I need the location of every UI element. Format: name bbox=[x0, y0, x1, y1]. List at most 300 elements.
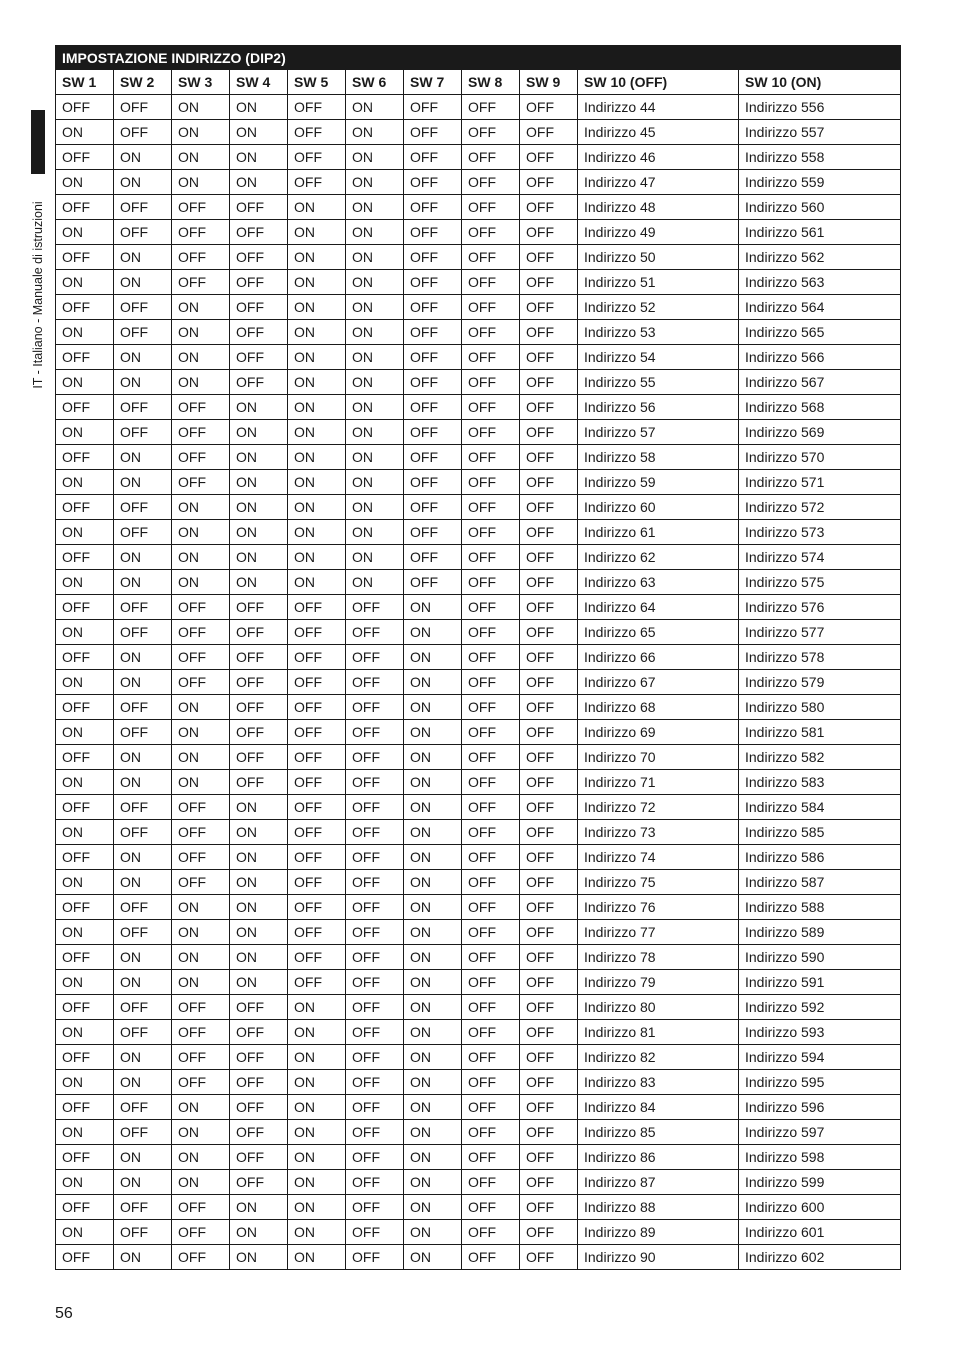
table-cell: OFF bbox=[520, 1245, 578, 1270]
table-row bbox=[56, 920, 901, 945]
table-cell: OFF bbox=[56, 645, 114, 670]
table-cell: OFF bbox=[462, 195, 520, 220]
column-header: SW 8 bbox=[462, 70, 520, 95]
table-cell: Indirizzo 79 bbox=[578, 970, 739, 995]
table-cell: OFF bbox=[230, 995, 288, 1020]
table-cell: OFF bbox=[462, 1070, 520, 1095]
table-cell: OFF bbox=[230, 1045, 288, 1070]
table-cell: ON bbox=[288, 495, 346, 520]
table-cell: OFF bbox=[462, 595, 520, 620]
table-cell: ON bbox=[288, 270, 346, 295]
table-cell: OFF bbox=[172, 195, 230, 220]
table-cell: OFF bbox=[230, 270, 288, 295]
table-cell: OFF bbox=[520, 795, 578, 820]
table-cell: OFF bbox=[520, 595, 578, 620]
table-cell: OFF bbox=[56, 345, 114, 370]
table-cell: ON bbox=[114, 245, 172, 270]
table-row bbox=[56, 745, 901, 770]
column-header: SW 3 bbox=[172, 70, 230, 95]
table-cell: OFF bbox=[346, 1170, 404, 1195]
table-cell: OFF bbox=[56, 1145, 114, 1170]
table-cell: OFF bbox=[172, 1045, 230, 1070]
table-cell: OFF bbox=[462, 1145, 520, 1170]
table-row bbox=[56, 145, 901, 170]
table-cell: OFF bbox=[230, 720, 288, 745]
table-cell: Indirizzo 58 bbox=[578, 445, 739, 470]
table-cell: OFF bbox=[114, 820, 172, 845]
table-row bbox=[56, 595, 901, 620]
table-cell: Indirizzo 597 bbox=[739, 1120, 901, 1145]
table-cell: Indirizzo 52 bbox=[578, 295, 739, 320]
table-cell: OFF bbox=[114, 395, 172, 420]
table-cell: OFF bbox=[346, 795, 404, 820]
table-row bbox=[56, 445, 901, 470]
table-cell: Indirizzo 88 bbox=[578, 1195, 739, 1220]
table-cell: OFF bbox=[462, 370, 520, 395]
table-cell: OFF bbox=[462, 420, 520, 445]
table-cell: OFF bbox=[230, 670, 288, 695]
table-cell: ON bbox=[346, 495, 404, 520]
table-cell: Indirizzo 557 bbox=[739, 120, 901, 145]
table-cell: OFF bbox=[114, 195, 172, 220]
table-cell: OFF bbox=[230, 1020, 288, 1045]
table-cell: ON bbox=[56, 370, 114, 395]
table-cell: Indirizzo 596 bbox=[739, 1095, 901, 1120]
table-cell: OFF bbox=[346, 695, 404, 720]
table-cell: OFF bbox=[520, 445, 578, 470]
table-cell: OFF bbox=[462, 720, 520, 745]
table-cell: OFF bbox=[230, 195, 288, 220]
table-cell: OFF bbox=[346, 670, 404, 695]
table-cell: OFF bbox=[462, 1220, 520, 1245]
table-cell: ON bbox=[288, 1170, 346, 1195]
table-cell: Indirizzo 575 bbox=[739, 570, 901, 595]
table-cell: Indirizzo 45 bbox=[578, 120, 739, 145]
table-cell: OFF bbox=[56, 1245, 114, 1270]
table-cell: OFF bbox=[172, 245, 230, 270]
table-cell: Indirizzo 67 bbox=[578, 670, 739, 695]
table-cell: OFF bbox=[172, 395, 230, 420]
table-cell: Indirizzo 568 bbox=[739, 395, 901, 420]
table-cell: ON bbox=[404, 945, 462, 970]
table-cell: OFF bbox=[288, 970, 346, 995]
table-row bbox=[56, 620, 901, 645]
table-row bbox=[56, 520, 901, 545]
table-cell: ON bbox=[404, 1195, 462, 1220]
table-cell: OFF bbox=[346, 645, 404, 670]
table-cell: OFF bbox=[288, 870, 346, 895]
table-cell: Indirizzo 564 bbox=[739, 295, 901, 320]
table-cell: ON bbox=[288, 345, 346, 370]
table-cell: OFF bbox=[346, 1145, 404, 1170]
table-cell: ON bbox=[56, 1020, 114, 1045]
table-cell: OFF bbox=[462, 1045, 520, 1070]
table-cell: ON bbox=[346, 145, 404, 170]
table-cell: ON bbox=[172, 370, 230, 395]
table-cell: Indirizzo 565 bbox=[739, 320, 901, 345]
table-cell: ON bbox=[404, 1245, 462, 1270]
table-row bbox=[56, 670, 901, 695]
table-cell: ON bbox=[56, 920, 114, 945]
table-cell: OFF bbox=[230, 1120, 288, 1145]
table-cell: OFF bbox=[56, 795, 114, 820]
table-cell: ON bbox=[230, 1220, 288, 1245]
table-cell: ON bbox=[56, 420, 114, 445]
table-cell: ON bbox=[56, 770, 114, 795]
table-cell: OFF bbox=[462, 945, 520, 970]
table-cell: ON bbox=[230, 445, 288, 470]
table-cell: Indirizzo 558 bbox=[739, 145, 901, 170]
table-cell: ON bbox=[172, 970, 230, 995]
table-cell: Indirizzo 570 bbox=[739, 445, 901, 470]
table-cell: OFF bbox=[520, 420, 578, 445]
table-cell: OFF bbox=[404, 470, 462, 495]
table-cell: OFF bbox=[56, 1195, 114, 1220]
table-cell: OFF bbox=[520, 720, 578, 745]
table-cell: OFF bbox=[288, 645, 346, 670]
table-cell: ON bbox=[346, 520, 404, 545]
table-row bbox=[56, 645, 901, 670]
table-row bbox=[56, 120, 901, 145]
table-cell: OFF bbox=[404, 245, 462, 270]
table-cell: ON bbox=[172, 145, 230, 170]
column-header: SW 10 (OFF) bbox=[578, 70, 739, 95]
table-cell: OFF bbox=[288, 695, 346, 720]
table-cell: OFF bbox=[172, 995, 230, 1020]
table-cell: ON bbox=[56, 320, 114, 345]
table-cell: OFF bbox=[230, 1070, 288, 1095]
table-cell: Indirizzo 566 bbox=[739, 345, 901, 370]
table-cell: OFF bbox=[462, 845, 520, 870]
table-cell: OFF bbox=[462, 870, 520, 895]
table-cell: ON bbox=[172, 295, 230, 320]
table-cell: OFF bbox=[114, 1095, 172, 1120]
table-cell: ON bbox=[114, 645, 172, 670]
table-cell: Indirizzo 580 bbox=[739, 695, 901, 720]
table-cell: OFF bbox=[114, 495, 172, 520]
table-cell: Indirizzo 84 bbox=[578, 1095, 739, 1120]
table-cell: ON bbox=[230, 970, 288, 995]
column-header: SW 1 bbox=[56, 70, 114, 95]
table-cell: OFF bbox=[346, 970, 404, 995]
table-cell: ON bbox=[230, 1245, 288, 1270]
column-header: SW 4 bbox=[230, 70, 288, 95]
table-cell: ON bbox=[404, 695, 462, 720]
table-cell: ON bbox=[114, 470, 172, 495]
table-cell: OFF bbox=[520, 820, 578, 845]
table-cell: ON bbox=[230, 495, 288, 520]
table-cell: ON bbox=[230, 870, 288, 895]
table-cell: OFF bbox=[462, 770, 520, 795]
table-cell: OFF bbox=[172, 220, 230, 245]
table-cell: OFF bbox=[520, 95, 578, 120]
table-cell: ON bbox=[56, 570, 114, 595]
table-cell: ON bbox=[114, 370, 172, 395]
table-cell: OFF bbox=[172, 445, 230, 470]
table-cell: Indirizzo 560 bbox=[739, 195, 901, 220]
table-cell: ON bbox=[404, 995, 462, 1020]
table-cell: OFF bbox=[462, 895, 520, 920]
table-cell: Indirizzo 578 bbox=[739, 645, 901, 670]
table-cell: Indirizzo 61 bbox=[578, 520, 739, 545]
table-cell: ON bbox=[114, 1245, 172, 1270]
table-cell: OFF bbox=[404, 145, 462, 170]
table-cell: OFF bbox=[172, 420, 230, 445]
table-cell: OFF bbox=[230, 695, 288, 720]
table-cell: ON bbox=[172, 720, 230, 745]
table-cell: ON bbox=[172, 120, 230, 145]
table-cell: OFF bbox=[230, 320, 288, 345]
table-cell: Indirizzo 588 bbox=[739, 895, 901, 920]
table-cell: ON bbox=[172, 945, 230, 970]
table-cell: ON bbox=[346, 395, 404, 420]
table-cell: Indirizzo 83 bbox=[578, 1070, 739, 1095]
table-cell: OFF bbox=[288, 170, 346, 195]
table-cell: ON bbox=[172, 495, 230, 520]
table-cell: OFF bbox=[346, 995, 404, 1020]
table-cell: OFF bbox=[520, 345, 578, 370]
table-cell: OFF bbox=[288, 770, 346, 795]
table-cell: OFF bbox=[56, 95, 114, 120]
table-cell: OFF bbox=[56, 145, 114, 170]
table-cell: ON bbox=[346, 270, 404, 295]
table-cell: OFF bbox=[172, 1245, 230, 1270]
table-cell: ON bbox=[288, 220, 346, 245]
table-cell: Indirizzo 69 bbox=[578, 720, 739, 745]
table-cell: ON bbox=[404, 970, 462, 995]
table-cell: ON bbox=[230, 945, 288, 970]
table-cell: ON bbox=[288, 1095, 346, 1120]
table-cell: OFF bbox=[520, 920, 578, 945]
table-cell: OFF bbox=[520, 470, 578, 495]
table-cell: ON bbox=[404, 1145, 462, 1170]
table-cell: Indirizzo 87 bbox=[578, 1170, 739, 1195]
table-row bbox=[56, 870, 901, 895]
table-row bbox=[56, 195, 901, 220]
table-cell: ON bbox=[288, 420, 346, 445]
table-cell: Indirizzo 579 bbox=[739, 670, 901, 695]
table-cell: OFF bbox=[520, 1095, 578, 1120]
table-cell: OFF bbox=[346, 1120, 404, 1145]
table-cell: OFF bbox=[520, 495, 578, 520]
table-cell: ON bbox=[288, 995, 346, 1020]
language-tab-marker bbox=[31, 110, 45, 174]
table-cell: OFF bbox=[462, 220, 520, 245]
table-cell: Indirizzo 82 bbox=[578, 1045, 739, 1070]
table-row bbox=[56, 1070, 901, 1095]
table-cell: OFF bbox=[230, 595, 288, 620]
table-row bbox=[56, 845, 901, 870]
table-cell: ON bbox=[114, 945, 172, 970]
table-cell: ON bbox=[56, 670, 114, 695]
table-cell: OFF bbox=[462, 495, 520, 520]
table-cell: OFF bbox=[56, 195, 114, 220]
table-cell: ON bbox=[288, 1145, 346, 1170]
table-cell: OFF bbox=[346, 770, 404, 795]
table-cell: ON bbox=[288, 370, 346, 395]
table-cell: OFF bbox=[462, 245, 520, 270]
table-cell: ON bbox=[114, 670, 172, 695]
table-cell: ON bbox=[404, 1170, 462, 1195]
table-cell: OFF bbox=[172, 1070, 230, 1095]
table-row bbox=[56, 895, 901, 920]
table-row bbox=[56, 245, 901, 270]
table-cell: Indirizzo 563 bbox=[739, 270, 901, 295]
table-row bbox=[56, 945, 901, 970]
table-cell: ON bbox=[346, 320, 404, 345]
table-cell: Indirizzo 51 bbox=[578, 270, 739, 295]
table-cell: Indirizzo 49 bbox=[578, 220, 739, 245]
table-cell: OFF bbox=[288, 795, 346, 820]
table-cell: Indirizzo 59 bbox=[578, 470, 739, 495]
table-cell: OFF bbox=[520, 520, 578, 545]
table-cell: OFF bbox=[288, 945, 346, 970]
table-cell: Indirizzo 80 bbox=[578, 995, 739, 1020]
sidebar-label: IT - Italiano - Manuale di istruzioni bbox=[31, 201, 45, 389]
table-cell: Indirizzo 593 bbox=[739, 1020, 901, 1045]
table-cell: ON bbox=[172, 170, 230, 195]
table-cell: OFF bbox=[520, 695, 578, 720]
table-cell: ON bbox=[288, 570, 346, 595]
table-cell: Indirizzo 70 bbox=[578, 745, 739, 770]
table-cell: ON bbox=[346, 295, 404, 320]
table-cell: OFF bbox=[462, 670, 520, 695]
table-cell: OFF bbox=[114, 1220, 172, 1245]
table-cell: ON bbox=[56, 1120, 114, 1145]
table-cell: ON bbox=[172, 895, 230, 920]
table-cell: Indirizzo 55 bbox=[578, 370, 739, 395]
table-cell: OFF bbox=[288, 895, 346, 920]
table-cell: ON bbox=[56, 820, 114, 845]
table-cell: ON bbox=[114, 770, 172, 795]
table-cell: OFF bbox=[520, 1195, 578, 1220]
table-cell: ON bbox=[114, 1045, 172, 1070]
table-cell: OFF bbox=[520, 570, 578, 595]
table-cell: OFF bbox=[346, 1245, 404, 1270]
table-cell: OFF bbox=[288, 620, 346, 645]
table-cell: ON bbox=[56, 1220, 114, 1245]
table-cell: OFF bbox=[462, 970, 520, 995]
table-cell: ON bbox=[288, 470, 346, 495]
table-cell: OFF bbox=[520, 545, 578, 570]
table-cell: ON bbox=[114, 170, 172, 195]
column-header: SW 9 bbox=[520, 70, 578, 95]
table-cell: ON bbox=[288, 1245, 346, 1270]
table-cell: OFF bbox=[462, 695, 520, 720]
table-cell: OFF bbox=[462, 295, 520, 320]
table-cell: Indirizzo 567 bbox=[739, 370, 901, 395]
table-cell: ON bbox=[172, 320, 230, 345]
table-cell: OFF bbox=[346, 1070, 404, 1095]
table-cell: ON bbox=[404, 620, 462, 645]
table-cell: OFF bbox=[404, 520, 462, 545]
table-cell: ON bbox=[172, 1095, 230, 1120]
table-cell: OFF bbox=[462, 820, 520, 845]
table-cell: OFF bbox=[520, 995, 578, 1020]
table-cell: OFF bbox=[520, 245, 578, 270]
table-cell: ON bbox=[346, 95, 404, 120]
table-cell: ON bbox=[114, 570, 172, 595]
table-cell: ON bbox=[404, 645, 462, 670]
table-cell: ON bbox=[288, 1220, 346, 1245]
table-cell: Indirizzo 590 bbox=[739, 945, 901, 970]
table-cell: OFF bbox=[230, 620, 288, 645]
table-cell: Indirizzo 74 bbox=[578, 845, 739, 870]
table-cell: OFF bbox=[56, 745, 114, 770]
table-cell: OFF bbox=[172, 620, 230, 645]
table-cell: OFF bbox=[462, 795, 520, 820]
table-cell: OFF bbox=[56, 295, 114, 320]
table-cell: OFF bbox=[56, 995, 114, 1020]
table-cell: OFF bbox=[172, 645, 230, 670]
table-cell: ON bbox=[346, 445, 404, 470]
table-cell: ON bbox=[114, 345, 172, 370]
table-cell: Indirizzo 48 bbox=[578, 195, 739, 220]
table-cell: OFF bbox=[404, 420, 462, 445]
table-row bbox=[56, 495, 901, 520]
table-cell: ON bbox=[172, 1145, 230, 1170]
table-cell: OFF bbox=[114, 1120, 172, 1145]
table-cell: Indirizzo 76 bbox=[578, 895, 739, 920]
table-cell: OFF bbox=[462, 645, 520, 670]
table-cell: ON bbox=[230, 95, 288, 120]
table-cell: OFF bbox=[404, 545, 462, 570]
table-cell: ON bbox=[404, 595, 462, 620]
table-cell: Indirizzo 77 bbox=[578, 920, 739, 945]
table-cell: ON bbox=[230, 920, 288, 945]
table-cell: OFF bbox=[520, 1145, 578, 1170]
table-cell: ON bbox=[404, 1070, 462, 1095]
table-cell: ON bbox=[114, 545, 172, 570]
table-cell: OFF bbox=[56, 545, 114, 570]
table-cell: ON bbox=[346, 545, 404, 570]
table-cell: ON bbox=[288, 295, 346, 320]
table-cell: OFF bbox=[230, 295, 288, 320]
table-cell: OFF bbox=[404, 220, 462, 245]
table-cell: OFF bbox=[520, 970, 578, 995]
table-cell: Indirizzo 60 bbox=[578, 495, 739, 520]
table-cell: ON bbox=[172, 745, 230, 770]
table-cell: Indirizzo 65 bbox=[578, 620, 739, 645]
table-cell: ON bbox=[404, 1020, 462, 1045]
table-cell: OFF bbox=[172, 870, 230, 895]
table-cell: ON bbox=[56, 1170, 114, 1195]
table-cell: OFF bbox=[288, 120, 346, 145]
table-cell: ON bbox=[172, 345, 230, 370]
table-cell: OFF bbox=[288, 670, 346, 695]
table-cell: Indirizzo 50 bbox=[578, 245, 739, 270]
table-cell: OFF bbox=[114, 420, 172, 445]
table-cell: ON bbox=[346, 345, 404, 370]
table-cell: OFF bbox=[462, 170, 520, 195]
table-row bbox=[56, 345, 901, 370]
table-cell: OFF bbox=[520, 1070, 578, 1095]
table-title: IMPOSTAZIONE INDIRIZZO (DIP2) bbox=[56, 46, 901, 70]
table-cell: ON bbox=[230, 395, 288, 420]
table-cell: Indirizzo 576 bbox=[739, 595, 901, 620]
table-cell: Indirizzo 72 bbox=[578, 795, 739, 820]
table-cell: Indirizzo 66 bbox=[578, 645, 739, 670]
table-cell: Indirizzo 64 bbox=[578, 595, 739, 620]
table-cell: OFF bbox=[462, 120, 520, 145]
table-cell: ON bbox=[346, 420, 404, 445]
table-row bbox=[56, 370, 901, 395]
table-cell: OFF bbox=[56, 445, 114, 470]
table-cell: ON bbox=[172, 95, 230, 120]
table-cell: ON bbox=[56, 720, 114, 745]
table-cell: Indirizzo 595 bbox=[739, 1070, 901, 1095]
table-row bbox=[56, 1095, 901, 1120]
